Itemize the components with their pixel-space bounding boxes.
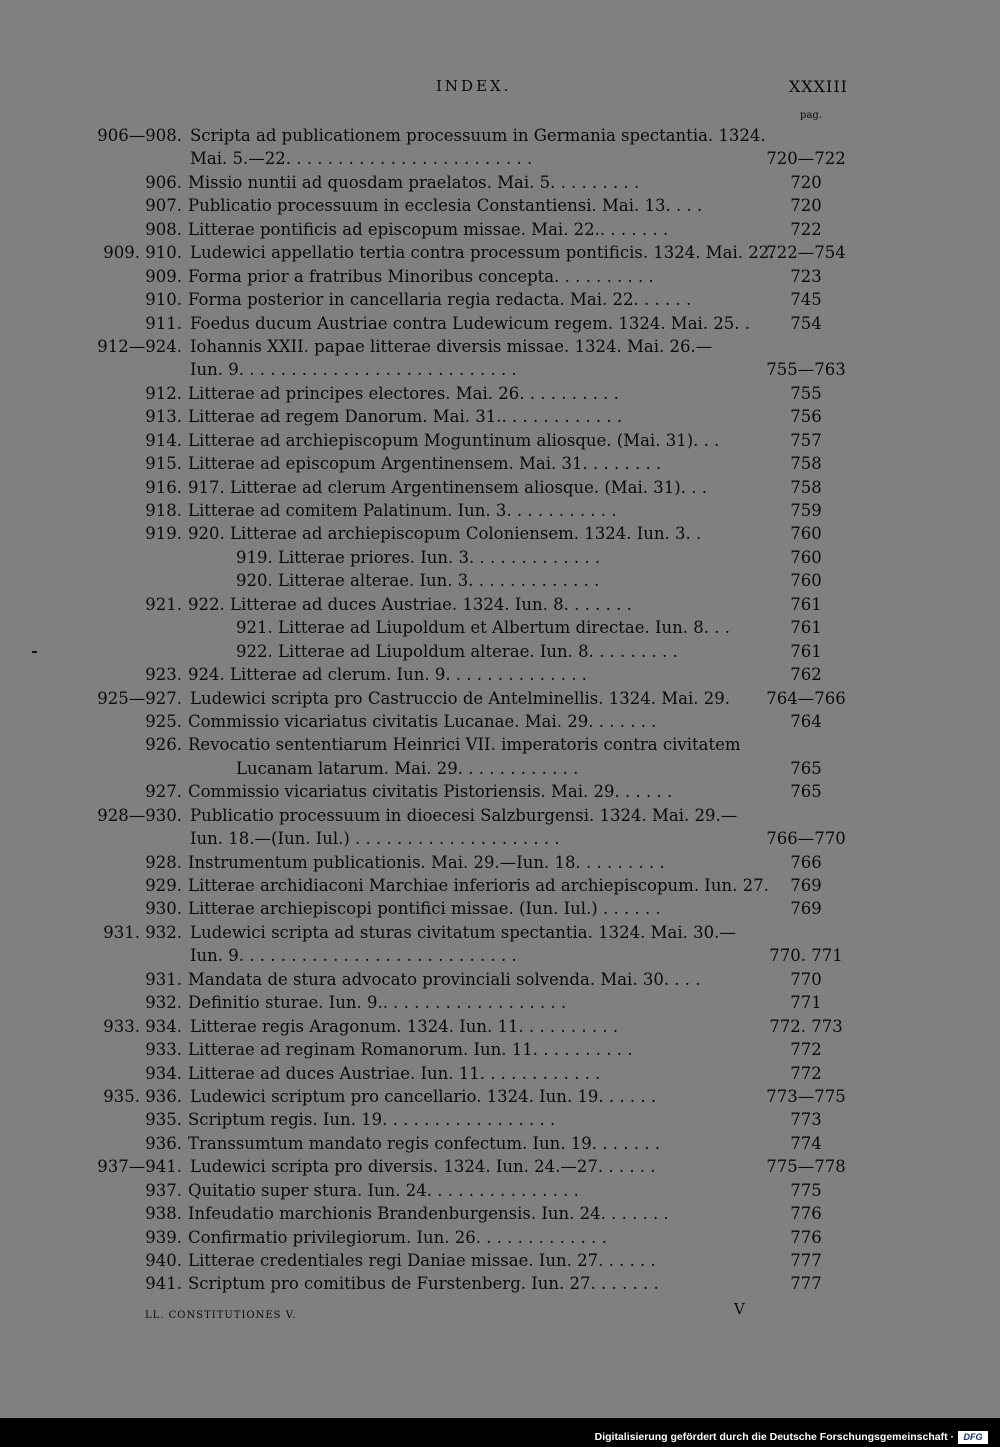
entry-page: 755—763 [766, 360, 846, 380]
index-entry [0, 874, 1000, 897]
index-entries [0, 124, 1000, 1296]
entry-number: 935. 936. [103, 1086, 182, 1106]
entry-number: 933. [145, 1040, 182, 1060]
entry-page: 723 [790, 266, 822, 286]
index-entry [0, 241, 1000, 264]
index-entry [0, 265, 1000, 288]
entry-number: 916. [145, 477, 182, 497]
entry-page: 772 [790, 1040, 822, 1060]
entry-page: 720 [790, 196, 822, 216]
entry-text: 922. Litterae ad Liupoldum alterae. Iun. 8. . . . . . . . . [236, 641, 678, 661]
entry-number: 931. [145, 969, 182, 989]
entry-page: 773 [790, 1110, 822, 1130]
entry-page: 777 [790, 1251, 822, 1270]
entry-number: 910. [145, 290, 182, 310]
entry-text: Ludewici scripta pro diversis. 1324. Iun. 24.—27. . . . . . [190, 1157, 656, 1177]
index-entry [0, 124, 1000, 147]
entry-page: 745 [790, 290, 822, 310]
index-entry [0, 921, 1000, 944]
entry-number: 925. [145, 711, 182, 731]
index-entry [0, 663, 1000, 686]
entry-page: 771 [790, 993, 822, 1013]
index-entry [0, 780, 1000, 803]
entry-text: 920. Litterae ad archiepiscopum Coloniensem. 1324. Iun. 3. . [188, 524, 702, 544]
entry-text: Litterae ad comitem Palatinum. Iun. 3. . . . . . . . . . . [188, 501, 617, 520]
index-entry [0, 1085, 1000, 1108]
index-entry [0, 522, 1000, 545]
entry-text: Mandata de stura advocato provinciali solvenda. Mai. 30. . . . [188, 969, 701, 989]
entry-number: 928. [145, 852, 182, 872]
entry-text: Instrumentum publicationis. Mai. 29.—Iun. 18. . . . . . . . . [188, 852, 665, 872]
entry-page: 766—770 [766, 829, 846, 849]
entry-number: 929. [145, 876, 182, 895]
index-entry [0, 897, 1000, 920]
entry-text: Revocatio sententiarum Heinrici VII. imperatoris contra civitatem [188, 735, 741, 755]
index-entry [0, 429, 1000, 452]
entry-page: 758 [790, 477, 822, 497]
entry-page: 720—722 [766, 149, 846, 169]
entry-text: Forma posterior in cancellaria regia redacta. Mai. 22. . . . . . [188, 290, 692, 310]
entry-page: 755 [790, 383, 822, 403]
entry-text: Iun. 18.—(Iun. Iul.) . . . . . . . . . . . . . . . . . . . . [190, 829, 560, 849]
index-entry [0, 616, 1000, 639]
entry-page: 770. 771 [769, 946, 843, 966]
entry-number: 906. [145, 172, 182, 192]
entry-page: 720 [790, 172, 822, 192]
entry-number: 941. [145, 1274, 182, 1294]
entry-page: 761 [790, 594, 822, 614]
entry-text: Litterae ad reginam Romanorum. Iun. 11. . . . . . . . . . [188, 1040, 633, 1060]
entry-page: 765 [790, 758, 822, 778]
margin-mark [32, 651, 37, 653]
entry-page: 757 [790, 430, 822, 450]
index-entry [0, 569, 1000, 592]
index-entry [0, 1179, 1000, 1202]
entry-text: Infeudatio marchionis Brandenburgensis. Iun. 24. . . . . . . [188, 1204, 669, 1224]
entry-text: Iun. 9. . . . . . . . . . . . . . . . . . . . . . . . . . . [190, 946, 517, 966]
entry-page: 772. 773 [769, 1016, 843, 1036]
entry-text: Litterae archiepiscopi pontifici missae. (Iun. Iul.) . . . . . . [188, 899, 661, 919]
index-entry [0, 335, 1000, 358]
entry-text: 920. Litterae alterae. Iun. 3. . . . . . . . . . . . . [236, 571, 600, 591]
entry-page: 766 [790, 852, 822, 872]
entry-text: Ludewici scripta ad sturas civitatum spectantia. 1324. Mai. 30.— [190, 922, 736, 942]
entry-page: 756 [790, 407, 822, 427]
entry-page: 776 [790, 1227, 822, 1247]
index-entry [0, 851, 1000, 874]
entry-text: Missio nuntii ad quosdam praelatos. Mai. 5. . . . . . . . . [188, 172, 640, 192]
entry-text: Iohannis XXII. papae litterae diversis missae. 1324. Mai. 26.— [190, 336, 713, 356]
entry-number: 926. [145, 735, 182, 755]
entry-page: 775 [790, 1180, 822, 1200]
entry-number: 928—930. [97, 805, 182, 825]
entry-text: Commissio vicariatus civitatis Pistoriensis. Mai. 29. . . . . . [188, 782, 673, 802]
entry-page: 760 [790, 524, 822, 544]
index-entry [0, 1155, 1000, 1178]
index-entry [0, 1038, 1000, 1061]
entry-number: 940. [145, 1251, 182, 1270]
entry-text: Commissio vicariatus civitatis Lucanae. Mai. 29. . . . . . . [188, 711, 657, 731]
entry-number: 925—927. [97, 688, 182, 708]
index-entry [0, 944, 1000, 967]
index-entry [0, 452, 1000, 475]
index-entry [0, 710, 1000, 733]
index-entry [0, 405, 1000, 428]
entry-page: 773—775 [766, 1086, 846, 1106]
entry-number: 914. [145, 430, 182, 450]
entry-number: 912. [145, 383, 182, 403]
entry-text: Ludewici appellatio tertia contra processum pontificis. 1324. Mai. 22. [190, 243, 775, 263]
entry-page: 762 [790, 665, 822, 685]
entry-text: Ludewici scriptum pro cancellario. 1324. Iun. 19. . . . . . [190, 1086, 657, 1106]
entry-text: Litterae ad regem Danorum. Mai. 31.. . . . . . . . . . . . [188, 407, 623, 427]
entry-text: 924. Litterae ad clerum. Iun. 9. . . . . . . . . . . . . . [188, 665, 587, 685]
entry-page: 769 [790, 899, 822, 919]
page-column-label: pag. [800, 110, 822, 121]
entry-number: 933. 934. [103, 1016, 182, 1036]
funding-credit: Digitalisierung gefördert durch die Deutsche Forschungsgemeinschaft · [594, 1431, 954, 1443]
entry-page: 758 [790, 454, 822, 474]
signature-mark: V [734, 1300, 745, 1318]
entry-text: Forma prior a fratribus Minoribus concepta. . . . . . . . . . [188, 266, 654, 286]
entry-number: 919. [145, 524, 182, 544]
entry-page: 764 [790, 711, 822, 731]
entry-number: 927. [145, 782, 182, 802]
entry-page: 761 [790, 641, 822, 661]
index-entry [0, 757, 1000, 780]
entry-number: 937—941. [97, 1157, 182, 1177]
entry-number: 906—908. [97, 126, 182, 145]
index-entry [0, 733, 1000, 756]
index-entry [0, 546, 1000, 569]
dfg-logo: DFG [958, 1431, 988, 1444]
index-entry [0, 218, 1000, 241]
entry-number: 936. [145, 1133, 182, 1153]
entry-number: 934. [145, 1063, 182, 1083]
entry-page: 761 [790, 618, 822, 638]
entry-page: 765 [790, 782, 822, 802]
index-entry [0, 1015, 1000, 1038]
entry-text: Mai. 5.—22. . . . . . . . . . . . . . . . . . . . . . . . [190, 149, 533, 169]
entry-page: 754 [790, 313, 822, 333]
entry-text: Litterae pontificis ad episcopum missae. Mai. 22.. . . . . . . [188, 219, 669, 239]
entry-text: 917. Litterae ad clerum Argentinensem aliosque. (Mai. 31). . . [188, 477, 707, 497]
entry-page: 775—778 [766, 1157, 846, 1177]
entry-number: 921. [145, 594, 182, 614]
entry-number: 937. [145, 1180, 182, 1200]
entry-number: 930. [145, 899, 182, 919]
entry-page: 764—766 [766, 688, 846, 708]
entry-text: Scriptum regis. Iun. 19. . . . . . . . . . . . . . . . . [188, 1110, 556, 1130]
index-entry [0, 476, 1000, 499]
entry-text: Iun. 9. . . . . . . . . . . . . . . . . . . . . . . . . . . [190, 360, 517, 380]
index-entry [0, 1249, 1000, 1272]
entry-text: Ludewici scripta pro Castruccio de Antelminellis. 1324. Mai. 29. [190, 688, 730, 708]
index-entry [0, 593, 1000, 616]
entry-text: 922. Litterae ad duces Austriae. 1324. Iun. 8. . . . . . . [188, 594, 632, 614]
entry-text: Litterae ad archiepiscopum Moguntinum aliosque. (Mai. 31). . . [188, 430, 720, 450]
entry-number: 909. [145, 266, 182, 286]
index-entry [0, 827, 1000, 850]
entry-page: 777 [790, 1274, 822, 1294]
entry-text: Foedus ducum Austriae contra Ludewicum regem. 1324. Mai. 25. . [190, 313, 751, 333]
index-entry [0, 499, 1000, 522]
entry-page: 722—754 [766, 243, 846, 263]
entry-page: 776 [790, 1204, 822, 1224]
entry-text: Confirmatio privilegiorum. Iun. 26. . . . . . . . . . . . . [188, 1227, 607, 1247]
entry-number: 911. [145, 313, 182, 333]
entry-text: Litterae archidiaconi Marchiae inferioris ad archiepiscopum. Iun. 27. [188, 876, 769, 895]
index-entry [0, 1108, 1000, 1131]
entry-text: Publicatio processuum in dioecesi Salzburgensi. 1324. Mai. 29.— [190, 805, 738, 825]
entry-text: Litterae regis Aragonum. 1324. Iun. 11. . . . . . . . . . [190, 1016, 619, 1036]
entry-text: Transsumtum mandato regis confectum. Iun. 19. . . . . . . [188, 1133, 660, 1153]
entry-text: Definitio sturae. Iun. 9.. . . . . . . . . . . . . . . . . . [188, 993, 567, 1013]
entry-text: Litterae ad episcopum Argentinensem. Mai. 31. . . . . . . . [188, 454, 662, 474]
entry-number: 909. 910. [103, 243, 182, 263]
running-title: INDEX. [436, 77, 512, 95]
entry-page: 774 [790, 1133, 822, 1153]
entry-text: 921. Litterae ad Liupoldum et Albertum directae. Iun. 8. . . [236, 618, 730, 638]
entry-page: 760 [790, 547, 822, 567]
entry-text: Litterae ad duces Austriae. Iun. 11. . . . . . . . . . . . [188, 1063, 601, 1083]
entry-text: Scriptum pro comitibus de Furstenberg. Iun. 27. . . . . . . [188, 1274, 659, 1294]
entry-text: Lucanam latarum. Mai. 29. . . . . . . . . . . . [236, 758, 579, 778]
index-entry [0, 147, 1000, 170]
index-entry [0, 312, 1000, 335]
entry-text: Scripta ad publicationem processuum in Germania spectantia. 1324. [190, 126, 766, 145]
entry-page: 772 [790, 1063, 822, 1083]
entry-page: 760 [790, 571, 822, 591]
index-entry [0, 194, 1000, 217]
entry-number: 912—924. [97, 336, 182, 356]
index-entry [0, 804, 1000, 827]
entry-number: 915. [145, 454, 182, 474]
index-entry [0, 687, 1000, 710]
entry-text: Litterae credentiales regi Daniae missae. Iun. 27. . . . . . [188, 1251, 656, 1270]
index-entry [0, 640, 1000, 663]
entry-page: 722 [790, 219, 822, 239]
entry-number: 938. [145, 1204, 182, 1224]
entry-page: 770 [790, 969, 822, 989]
entry-page: 769 [790, 876, 822, 895]
index-entry [0, 1272, 1000, 1295]
index-entry [0, 171, 1000, 194]
entry-text: 919. Litterae priores. Iun. 3. . . . . . . . . . . . . [236, 547, 601, 567]
entry-number: 913. [145, 407, 182, 427]
entry-number: 923. [145, 665, 182, 685]
entry-text: Publicatio processuum in ecclesia Constantiensi. Mai. 13. . . . [188, 196, 703, 216]
entry-number: 939. [145, 1227, 182, 1247]
entry-number: 935. [145, 1110, 182, 1130]
entry-number: 908. [145, 219, 182, 239]
index-entry [0, 288, 1000, 311]
entry-number: 907. [145, 196, 182, 216]
entry-text: Litterae ad principes electores. Mai. 26. . . . . . . . . . [188, 383, 619, 403]
series-footer: LL. CONSTITUTIONES V. [145, 1310, 297, 1321]
index-entry [0, 1226, 1000, 1249]
index-entry [0, 1202, 1000, 1225]
entry-text: Quitatio super stura. Iun. 24. . . . . . . . . . . . . . . [188, 1180, 579, 1200]
entry-number: 931. 932. [103, 922, 182, 942]
index-entry [0, 382, 1000, 405]
index-entry [0, 1132, 1000, 1155]
index-entry [0, 991, 1000, 1014]
entry-page: 759 [790, 501, 822, 520]
entry-number: 932. [145, 993, 182, 1013]
index-entry [0, 1062, 1000, 1085]
entry-number: 918. [145, 501, 182, 520]
page-number: XXXIII [788, 77, 848, 96]
index-entry [0, 358, 1000, 381]
index-entry [0, 968, 1000, 991]
